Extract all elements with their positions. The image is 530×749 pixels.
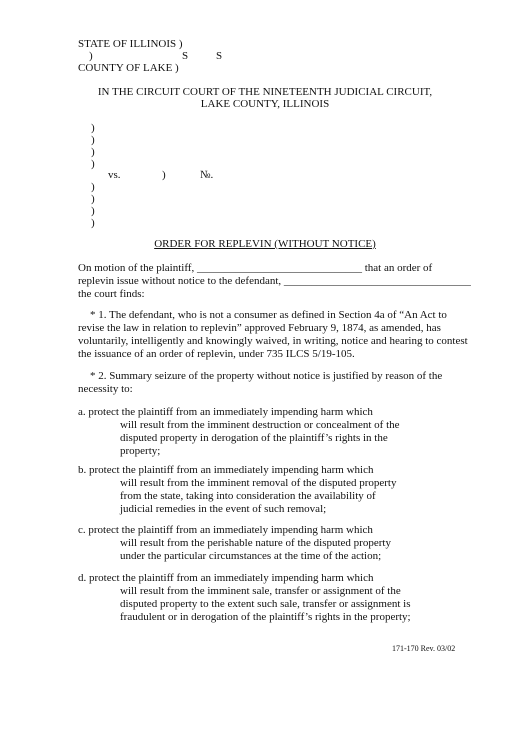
caption-paren: ) [91, 181, 95, 193]
item-c [78, 524, 391, 563]
item-line: from the state, taking into consideration the availability of [120, 490, 376, 502]
finding-1-line: voluntarily, intelligently and knowingly waived, in writing, notice and hearing to contest [78, 335, 468, 347]
item-line: will result from the perishable nature of the disputed property [120, 537, 391, 549]
finding-1-line: * 1. The defendant, who is not a consumer as defined in Section 4a of “An Act to [90, 309, 447, 321]
item-line: will result from the imminent sale, transfer or assignment of the [120, 585, 401, 597]
item-line: judicial remedies in the event of such removal; [120, 503, 327, 515]
item-line: will result from the imminent destruction or concealment of the [120, 419, 400, 431]
item-line: will result from the imminent removal of the disputed property [120, 477, 397, 489]
caption-paren: ) [162, 169, 166, 181]
item-first-line: c. protect the plaintiff from an immediately impending harm which [78, 524, 373, 536]
ss-letter-2: S [216, 50, 223, 62]
item-a [78, 406, 400, 458]
order-title: ORDER FOR REPLEVIN (WITHOUT NOTICE) [154, 238, 376, 250]
item-first-line: d. protect the plaintiff from an immediately impending harm which [78, 572, 374, 584]
item-d [78, 572, 411, 624]
caption-paren: ) [91, 217, 95, 229]
finding-2 [78, 370, 442, 396]
court-heading-line1: IN THE CIRCUIT COURT OF THE NINETEENTH JUDICIAL CIRCUIT, [97, 86, 433, 98]
venue-paren: ) [89, 50, 93, 62]
motion-line-2: replevin issue without notice to the defendant, __________________________________ [78, 275, 471, 287]
item-line: property; [120, 445, 161, 457]
finding-1 [78, 309, 468, 361]
item-line: disputed property in derogation of the plaintiff’s rights in the [120, 432, 388, 444]
item-line: fraudulent or in derogation of the plaintiff’s rights in the property; [120, 611, 411, 623]
state-of-illinois: STATE OF ILLINOIS ) [78, 38, 183, 50]
finding-2-line: necessity to: [78, 383, 133, 395]
county-of-lake: COUNTY OF LAKE ) [78, 62, 179, 74]
caption-paren: ) [91, 134, 95, 146]
motion-line-3: the court finds: [78, 288, 145, 300]
finding-2-line: * 2. Summary seizure of the property without notice is justified by reason of the [90, 370, 443, 382]
caption-paren: ) [91, 205, 95, 217]
court-heading-line2: LAKE COUNTY, ILLINOIS [200, 98, 330, 110]
finding-1-line: revise the law in relation to replevin” approved February 9, 1874, as amended, has [78, 322, 441, 334]
ss-letter-1: S [182, 50, 189, 62]
vs-label: vs. [108, 169, 121, 181]
case-number-label: №. [200, 169, 214, 181]
item-first-line: b. protect the plaintiff from an immediately impending harm which [78, 464, 374, 476]
caption-paren: ) [91, 158, 95, 170]
finding-1-line: the issuance of an order of replevin, under 735 ILCS 5/19-105. [78, 348, 355, 360]
item-b [78, 464, 396, 516]
caption-paren: ) [91, 146, 95, 158]
form-number: 171-170 Rev. 03/02 [392, 644, 456, 653]
item-first-line: a. protect the plaintiff from an immediately impending harm which [78, 406, 373, 418]
caption-paren: ) [91, 193, 95, 205]
motion-line-1: On motion of the plaintiff, ______________________________ that an order of [78, 262, 433, 274]
item-line: disputed property to the extent such sale, transfer or assignment is [120, 598, 411, 610]
caption-paren: ) [91, 122, 95, 134]
item-line: under the particular circumstances at the time of the action; [120, 550, 382, 562]
